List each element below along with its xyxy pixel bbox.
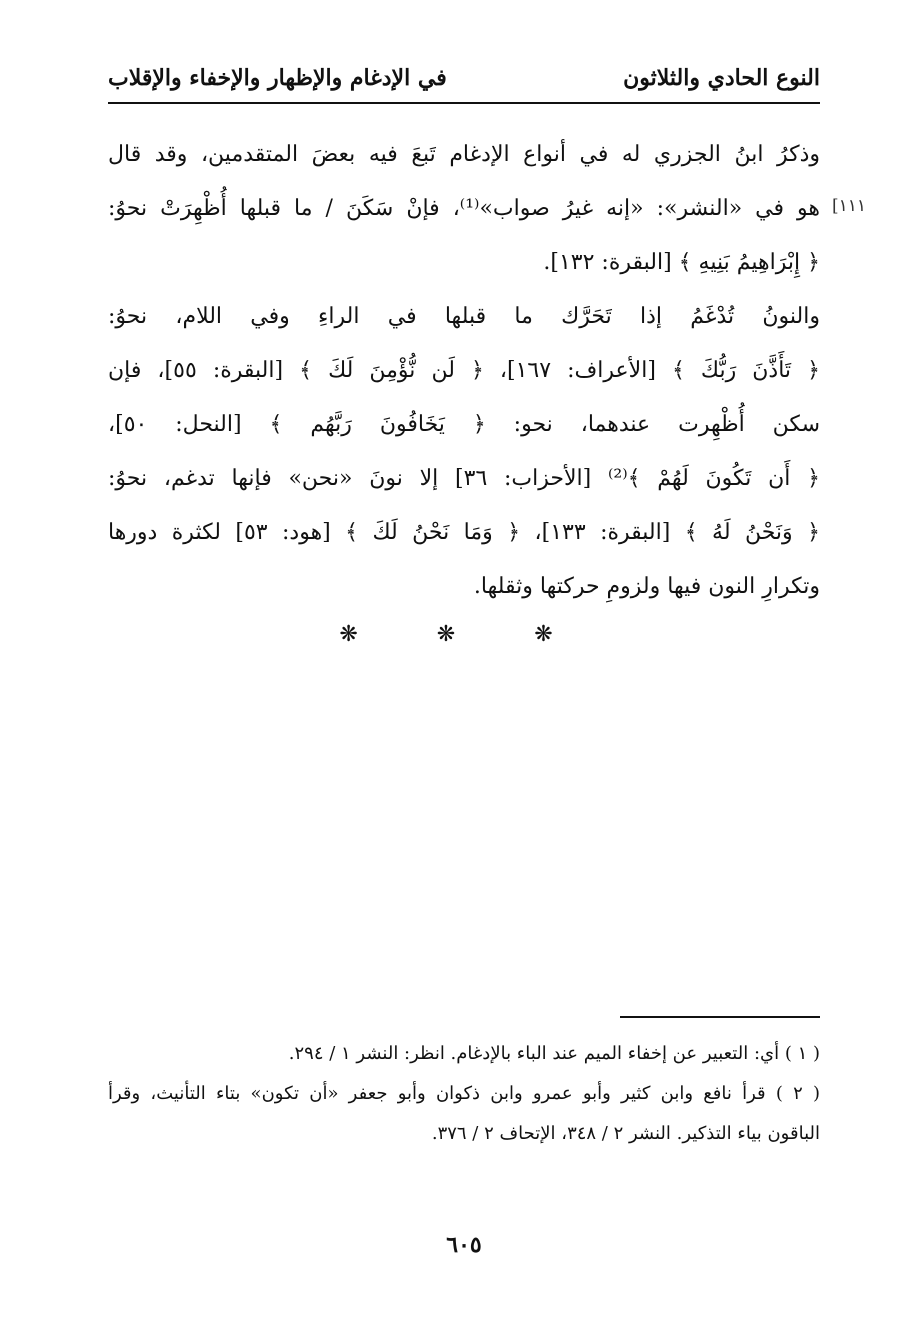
body-line: هو في «النشر»: «إنه غيرُ صواب»⁽¹⁾، فإنْ سَكَنَ / ما قبلها أُظْهِرَتْ نحوُ: [108,196,820,221]
footnote: ( ٢ ) قرأ نافع وابن كثير وأبو عمرو وابن ذكوان وأبو جعفر «أن تكون» بتاء التأنيث، وقرأ [108,1083,820,1104]
body-line: ﴿ وَنَحْنُ لَهُ ﴾ [البقرة: ١٣٣]، ﴿ وَمَا نَحْنُ لَكَ ﴾ [هود: ٥٣] لكثرة دورها [108,520,820,545]
body-line: ﴿ إِبْرَاهِيمُ بَنِيهِ ﴾ [البقرة: ١٣٢]. [543,250,820,275]
margin-reference: [١١١ [832,196,867,216]
header-divider [108,102,820,104]
body-line: ﴿ تَأَذَّنَ رَبُّكَ ﴾ [الأعراف: ١٦٧]، ﴿ لَن نُّؤْمِنَ لَكَ ﴾ [البقرة: ٥٥]، فإن [108,358,820,383]
body-line: ﴿ أَن تَكُونَ لَهُمْ ﴾⁽²⁾ [الأحزاب: ٣٦] إلا نونَ «نحن» فإنها تدغم، نحوُ: [108,466,820,491]
body-line: وتكرارِ النون فيها ولزومِ حركتها وثقلها. [473,574,820,599]
footnote-divider [620,1016,820,1018]
body-line: والنونُ تُدْغَمُ إذا تَحَرَّك ما قبلها في الراءِ وفي اللام، نحوُ: [108,304,820,329]
body-line: سكن أُظْهِرت عندهما، نحو: ﴿ يَخَافُونَ رَبَّهُم ﴾ [النحل: ٥٠]، [108,412,820,437]
chapter-subtitle: في الإدغام والإظهار والإخفاء والإقلاب [108,65,447,91]
footnote: ( ١ ) أي: التعبير عن إخفاء الميم عند الباء بالإدغام. انظر: النشر ١ / ٢٩٤. [288,1043,820,1064]
page-number: ٦٠٥ [446,1232,482,1258]
chapter-title: النوع الحادي والثلاثون [623,65,820,91]
footnote: الباقون بياء التذكير. النشر ٢ / ٣٤٨، الإتحاف ٢ / ٣٧٦. [431,1123,820,1144]
body-line: وذكرُ ابنُ الجزري له في أنواع الإدغام تَبعَ فيه بعضَ المتقدمين، وقد قال [108,142,820,167]
running-header [108,58,820,98]
body-text [108,128,820,614]
section-separator: ❋ ❋ ❋ [339,622,589,647]
footnotes [108,1034,820,1154]
